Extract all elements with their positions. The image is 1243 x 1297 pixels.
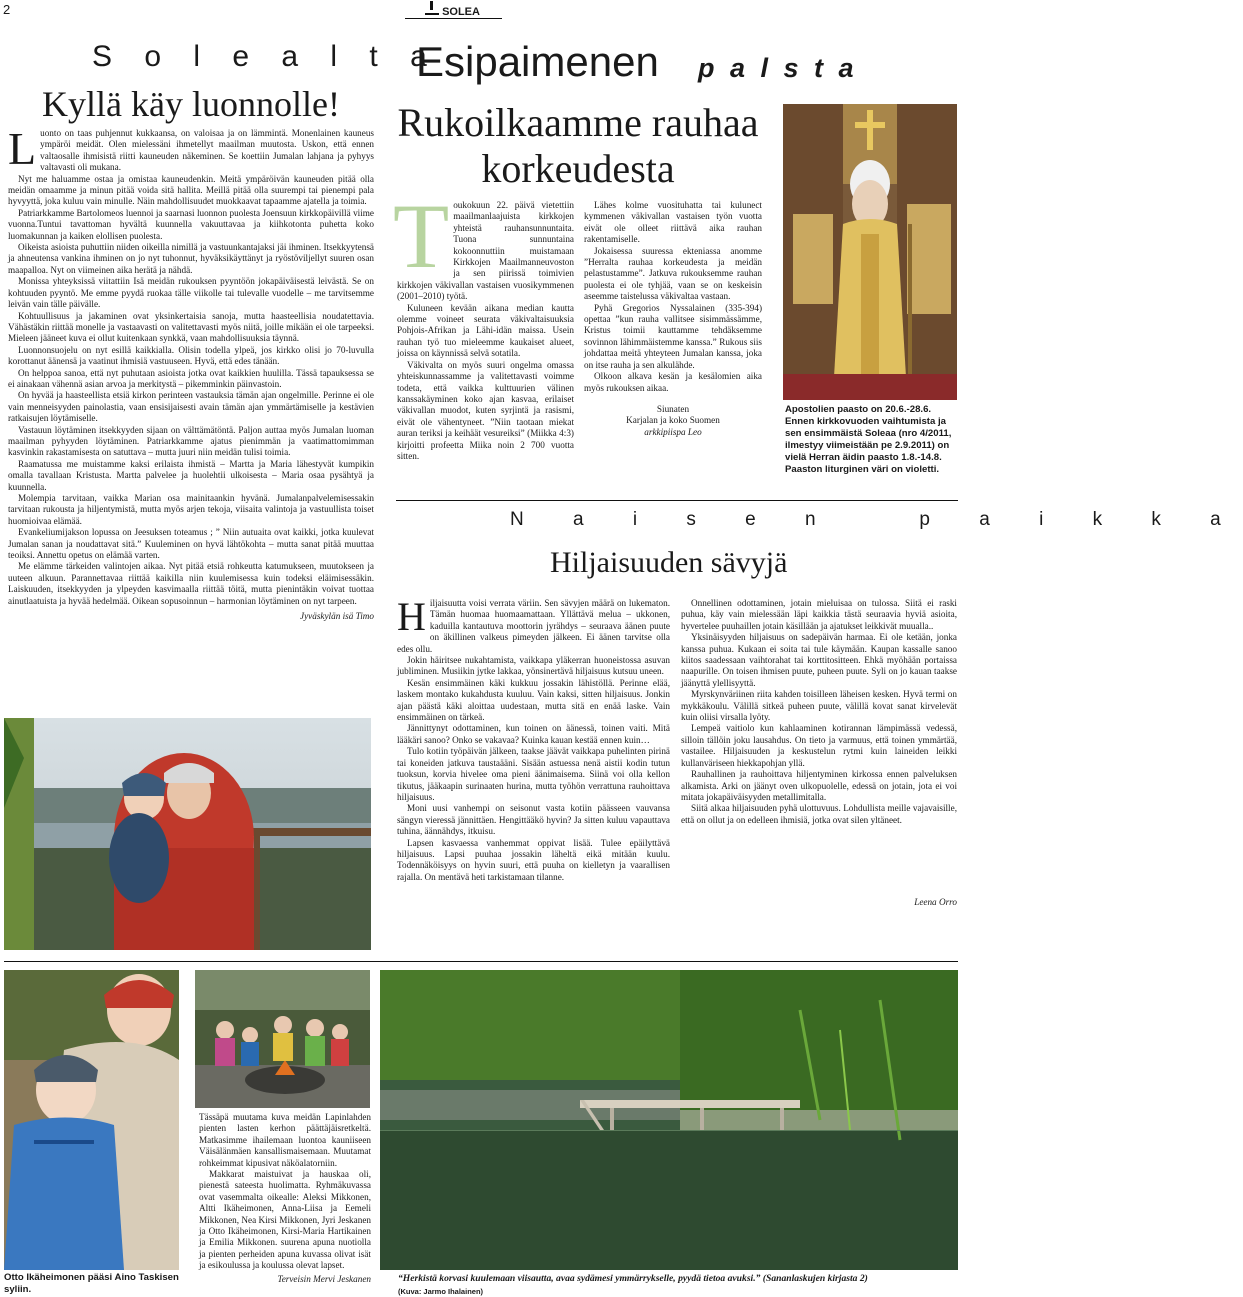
esipaimen-paragraph: Väkivalta on myös suuri ongelma omassa yhteiskunnassamme ja valitettavasti voimme todeta, että vaikka kulttuurien välinen kanssakäyminen koko ajan kasvaa, erilaiset väkivallan muodot, kuten syrjintä ja rasismi, eivät ole vähentyneet. ”Niin taotaan miekat auran teriksi ja keihäät vesureiksi” (Miikka 4:3) kirjoitti profeetta Miika noin 2 700 vuotta sitten. <box>397 359 574 461</box>
naisen-lead: iljaisuutta voisi verrata väriin. Sen sävyjen määrä on lukematon. Tämän huomaa huomaamattaan. Yllättävä melua – ukkonen, kaduilla kantautuva moottorin jyrähdys – seuraava äänen puute on äkillinen valkeus pimeyden jälkeen. Ei äänen tarvitse olla edes ollu. <box>397 598 670 654</box>
story-signature: Terveisin Mervi Jeskanen <box>277 1273 371 1284</box>
left-paragraph: Monissa yhteyksissä viitattiin Isä meidän rukouksen pyyntöön jokapäiväisestä leivästä. Se on kohtuuden pyyntö. Me emme pyydä ruokaa tälle viikolle tai tulevalle vuodelle – me tarvitsemme leivän vain tälle päivälle. <box>8 276 374 310</box>
naisen-col1 <box>397 594 670 883</box>
naisen-paragraph: Lempeä vaitiolo kun kahlaaminen kotirannan lämpimässä vedessä, silloin tällöin joku lausahdus. On tieto ja varmuus, että toinen ymmärtää, vastailee. Hiljaisuuden ja keskustelun rytmi kuin laineiden leikki kullanväriseen hiekkapohjan yllä. <box>681 723 957 768</box>
left-lead: uonto on taas puhjennut kukkaansa, on valoisaa ja on lämmintä. Monenlainen kauneus ympäröi meidät. Olen mielessäni ihmetellyt maailman muutosta. Uskon, että ennen valtaosalle ihmisistä riitti kauneuden näkeminen. Se koettiin Jumalan lahjana ja pyhyys valtavasti oli mukana. <box>40 128 374 173</box>
naisen-headline: Hiljaisuuden sävyjä <box>550 546 788 579</box>
photo-lake-pier <box>380 970 958 1270</box>
naisen-col2-paras <box>681 598 957 826</box>
naisen-paragraph: Yksinäisyyden hiljaisuus on sadepäivän harmaa. Ei ole ketään, jonka kanssa puhua. Kukaan ei soita tai tule käymään. Kaupan kassalle sanoo kiitos saadessaan vaihtorahat tai korttitositteen. Ehkä myöhään portaissa naapurille. On toisen ihmisen puute, puheen puute. Syli on jo kauan taakse jäänyttä ylellisyyttä. <box>681 632 957 688</box>
left-paragraph: Luonnonsuojelu on nyt esillä kaikkialla. Olisin todella ylpeä, jos kirkko olisi jo 70-luvulla korottanut äänensä ja vaatinut ihmisiä vastuuseen. Hyvä, että edes tänään. <box>8 344 374 367</box>
bottom-rule <box>4 961 958 962</box>
esipaimen-paragraph: Kuluneen kevään aikana median kautta olemme voineet seurata väkivaltaisuuksia Pohjois-Afrikan ja Lähi-idän maissa. Usein rauhan työ tuo mieleemme kaukaiset alueet, joissa on käynnissä selvä sotatila. <box>397 302 574 359</box>
left-paragraph: On hyvää ja haasteellista etsiä kirkon perinteen vastauksia tämän ajan ongelmille. Perinne ei ole vain menneisyyden painolastia, vaan ensisijaisesti avain tämän ajan ymmärtämiselle ja kestävien ratkaisujen löytämiselle. <box>8 390 374 424</box>
left-paragraph: Raamatussa me muistamme kaksi erilaista ihmistä – Martta ja Maria lähestyvät kumpikin omalla tavallaan Kristusta. Martta palvelee ja huolehtii ulkoisesta – Maria osaa pysähtyä ja kuunnella. <box>8 458 374 492</box>
naisen-dropcap: H <box>397 594 426 639</box>
esipaimen-signature <box>584 404 762 438</box>
left-paragraph: Nyt me haluamme ostaa ja omistaa kauneudenkin. Meitä ympäröivän kauneuden pitää olla meidän omaamme ja minun pitää voida sitä hallita. Meillä pitää olla suurempi tai pienempi pala hyvyyttä, joka kuluu vain minulle. Näin mahdollisuudet muokkaavat tapaamme ajatella ja toimia. <box>8 173 374 207</box>
bible-quote: “Herkistä korvasi kuulemaan viisautta, avaa sydämesi ymmärrykselle, pyydä tietoa avuksi.” (Sananlaskujen kirjasta 2) <box>398 1273 868 1284</box>
naisen-paragraph: Onnellinen odottaminen, jotain mieluisaa on tulossa. Siitä ei raski puhua, käy vain mielessään läpi kaikkia tästä seuraavia hyviä asioita, hyvertelee puuhaillen jotain käsillään ja ajatukset leikkivät muualla.. <box>681 598 957 631</box>
esipaimen-paragraph: Jokaisessa suuressa ekteniassa anomme ”Herralta rauhaa korkeudesta ja meidän pelastustamme”. Jatkuva rukouksemme rauhan puolesta ei ole tyhjää, vaan se on keskeisin aseemme taistelussa väkivaltaa vastaan. <box>584 245 762 302</box>
left-signature: Jyväskylän isä Timo <box>300 611 374 622</box>
photo-campfire-group <box>195 970 370 1108</box>
left-paragraph: Vastauun löytäminen itsekkyyden sijaan on välttämätöntä. Paljon auttaa myös Jumalan luoman maailman pyhyyden löytäminen. Patriarkkamme ajatus pienimmän ja vaatimattomimman kasvinkin rakastamisesta on satuttava – mutta juuri niin meidän tulisi toimia. <box>8 424 374 458</box>
naisen-paragraph: Siitä alkaa hiljaisuuden pyhä ulottuvuus. Lohdullista meille vajavaisille, että on ollut ja on edelleen ihmisiä, jotka ovat silen yltäneet. <box>681 803 957 825</box>
left-kicker: S o l e a l t a <box>92 40 439 73</box>
quote-credit: (Kuva: Jarmo Ihalainen) <box>398 1287 484 1296</box>
esipaimen-col2 <box>584 200 762 438</box>
photo-archbishop <box>783 104 957 400</box>
left-paragraph: Patriarkkamme Bartolomeos luennoi ja saarnasi luonnon puolesta Joensuun kirkkopäivillä viime vuonna.Tuntui tavattoman hyvältä kuunnella vakuuttavaa ja kiihkotonta puhetta koko luomakunnan ja kaiken elollisen puolesta. <box>8 207 374 241</box>
left-paragraph: Molempia tarvitaan, vaikka Marian osa mainitaankin hyvänä. Jumalanpalvelemisessakin tarvitaan rukousta ja hiljentymistä, mutta myös arjen tekoja, viisaita valintoja ja vastuullista toiset huomioivaa elämää. <box>8 493 374 526</box>
naisen-paragraph: Jännittynyt odottaminen, kun toinen on äänessä, toinen vaiti. Mitä lääkäri sanoo? Onko se vakavaa? Kuinka kauan kestää ennen kuin… <box>397 723 670 745</box>
section-subtitle: p a l s t a <box>698 53 858 83</box>
left-dropcap: L <box>8 123 37 174</box>
left-paragraph: Oikeista asioista puhuttiin niiden oikeilla nimillä ja vastuunkantajaksi jäi ihminen. Itsekkyytensä ja ahneutensa vankina ihminen on jo nyt tuhonnut, hyväksikäyttänyt ja ryöstöviljellyt suuren osan maapalloa. Nyt on viimeinen aika herätä ja nähdä. <box>8 242 374 275</box>
naisen-paragraph: Moni uusi vanhempi on seisonut vasta kotiin päässeen vauvansa sängyn vieressä jännittäen. Hengittääkö hyvin? Ja sitten kuluu vapauttava tuhina, äännähdys, itkuisu. <box>397 803 670 837</box>
photo-lookout <box>4 718 371 950</box>
esipaimen-col1 <box>393 185 574 462</box>
esipaimen-big-t: T <box>393 185 450 287</box>
page-number: 2 <box>3 2 11 17</box>
naisen-paragraph: Jokin häiritsee nukahtamista, vaikkapa yläkerran huoneistossa asuvan jubliminen. Musiikin jytke lakkaa, yönsinertävä hiljaisuus kutsuu uneen. <box>397 655 670 677</box>
left-paragraphs <box>8 174 374 607</box>
naisen-signature: Leena Orro <box>914 897 957 907</box>
naisen-paragraph: Lapsen kasvaessa vanhemmat oppivat lisää. Tulee epäilyttävä hiljaisuus. Lapsi puuhaa jossakin läheltä eikä mitään kuulu. Todennäköisyys on hyvin suuri, että puuha on kielletyn ja vaarallisen rajalla. On mentävä heti tarkistamaan tilanne. <box>397 837 670 882</box>
sign-title: Karjalan ja koko Suomen <box>626 415 720 426</box>
naisen-paragraph: Rauhallinen ja rauhoittava hiljentyminen kirkossa ennen palveluksen alkamista. Arki on jäänyt oven ulkopuolelle, edessä on jotain, jota ei voi mitata jokapäiväisyyden metallimitalla. <box>681 769 957 802</box>
esipaimen-paragraph: Pyhä Gregorios Nyssalainen (335-394) opettaa ”kun rauha vallitsee sisimmässämme, Kristus toimii kauttamme tehdäksemme sovinnon lähimmäistemme kanssa.” Rukous siis johdattaa meitä yhteyteen Jumalan kanssa, joka on itse rauha ja sen alkulähde. <box>584 302 762 370</box>
left-paragraph: Kohtuullisuus ja jakaminen ovat yksinkertaisia sanoja, mutta haasteellisia noudatettavia. Vähästäkin riittää monelle ja vastaavasti on valitettavasti myös niitä, joille mikään ei ole tarpeeksi. Mieleen jääneet kuva ei ollut kuitenkaan synkkä, vaan mahdollisuuksia täynnä. <box>8 310 374 344</box>
logo-icon <box>425 4 439 15</box>
caption-left: Otto Ikäheimonen pääsi Aino Taskisen syliin. <box>4 1272 179 1295</box>
left-paragraph: Me elämme tärkeiden valintojen aikaa. Nyt pitää etsiä rohkeutta katumukseen, muutokseen ja uuteen alkuun. Parannettavaa riittää kaikilla niin kuulemisessa kuin todeksi eläimisessäkin. Laiskuuden, itsekkyyden ja ylpeyden kasvimaalla riittää töitä, mutta pienintäkin voivat tuottaa ainutlaatuista ja hyvää hedelmää. Oikean sopusoinnun – harmonian löytäminen on nyt tarpeen. <box>8 561 374 606</box>
left-article <box>8 123 374 622</box>
naisen-col2 <box>681 598 957 826</box>
section-title: Esipaimenen <box>416 38 659 85</box>
left-paragraph: On helppoa sanoa, että nyt puhutaan asioista jotka ovat kaikkien huulilla. Tässä tapauksessa se ei ainakaan vähennä asian arvoa ja merkitystä – pikemminkin päinvastoin. <box>8 367 374 389</box>
naisen-paragraph: Kesän ensimmäinen käki kukkuu jossakin lähistöllä. Perinne elää, laskem montako kukahdusta kuuluu. Vain kaksi, sitten hiljaisuus. Jonkin ajan päästä käki aloittaa uudestaan, mutta sitä en enää laske. Vain ensimmäinen on tärkeä. <box>397 677 670 723</box>
esipaimen-lead: oukokuun 22. päivä vietettiin maailmanlaajuista kirkkojen yhteistä rauhansunnuntaita. Tuona sunnuntaina kokoonnuttiin muistamaan Kirkkojen Maailmanneuvoston ja sen piirissä toimivien kirkkojen väkivallan vastaisen vuosikymmenen (2001–2010) työtä. <box>397 200 574 302</box>
headline-rukoilkaamme: Rukoilkaamme rauhaa korkeudesta <box>397 100 759 191</box>
naisen-kicker: N a i s e n p a i k k a <box>510 509 1243 530</box>
naisen-col1-paras <box>397 655 670 883</box>
archbishop-caption: Apostolien paasto on 20.6.-28.6. Ennen kirkkovuoden vaihtumista ja sen ensimmäistä Soleaa (nro 4/2011, ilmestyy viimeistään pe 2.9.2011) on vielä Herran äidin paasto 1.8.-14.8. Paaston liturginen väri on violetti. <box>785 404 952 475</box>
sign-role: arkkipiispa Leo <box>644 426 702 437</box>
left-title: Kyllä käy luonnolle! <box>42 84 340 124</box>
esipaimen-col2-paras <box>584 200 762 394</box>
story-p2: Makkarat maistuivat ja hauskaa oli, pienestä sateesta huolimatta. Ryhmäkuvassa ovat vasemmalta oikealle: Aleksi Mikkonen, Altti Ikäheimonen, Anna-Liisa ja Eemeli Mikkonen, Nea Kirsi Mikkonen, Jyri Jeskanen ja Otto Ikäheimonen, Kirsi-Maria Hartikainen ja Emilia Mikkonen. suurena apuna nuotiolla ja pienten perheiden apuna kuvassa olivat isät ja esikoulussa ja koulussa olevat lapset. <box>199 1169 371 1271</box>
left-paragraph: Evankeliumijakson lopussa on Jeesuksen toteamus ; ” Niin autuaita ovat kaikki, jotka kuulevat Jumalan sanan ja noudattavat sitä.” Kuuleminen on hyvä lähtökohta – mutta sanat pitää muuttaa teoiksi. Annettu opetus on elämää varten. <box>8 527 374 561</box>
naisen-top-rule <box>396 500 958 501</box>
logo-text: SOLEA <box>442 6 480 18</box>
campfire-story <box>199 1112 371 1285</box>
esipaimen-paragraph: Olkoon alkava kesän ja kesälomien aika myös rukouksen aikaa. <box>584 371 762 393</box>
logo-rule <box>405 18 502 19</box>
sign-name: Siunaten <box>656 403 690 414</box>
photo-grandmother-child <box>4 970 179 1270</box>
naisen-paragraph: Myrskynväriinen riita kahden toisilleen läheisen kesken. Hyvä termi on mykkäkoulu. Välillä sitkeä puheen puute, välillä kovat sanat kirvelevät kuin oliisi virsalla lyöty. <box>681 689 957 723</box>
esipaimen-paragraph: Lähes kolme vuosituhatta tai kulunect kymmenen väkivallan vastaisen työn vuotta eivät ole olleet riittävä aika rauhan rakentamiselle. <box>584 200 762 245</box>
esipaimen-col1-paras <box>397 303 574 463</box>
story-p1: Tässäpä muutama kuva meidän Lapinlahden pienten lasten kerhon päättäjäisretkeltä. Matkasimme ihailemaan luontoa kauniiseen Väisälänmäen kansallismaisemaan. Muutamat rohkeimmat kipusivat näköalatorniin. <box>199 1112 371 1168</box>
naisen-paragraph: Tulo kotiin työpäivän jälkeen, taakse jäävät vaikkapa puhelinten pirinä tai koneiden jatkuva taustaääni. Sisään astuessa nenä aistii kodin tutun tuoksun, korvia hivelee oma pieni äänimaisema. Siinä voi olla kellon tikutus, jääkaapin surinaaten hurina, mutta työhön verrattuna rauhoittava hiljaisuus. <box>397 746 670 802</box>
